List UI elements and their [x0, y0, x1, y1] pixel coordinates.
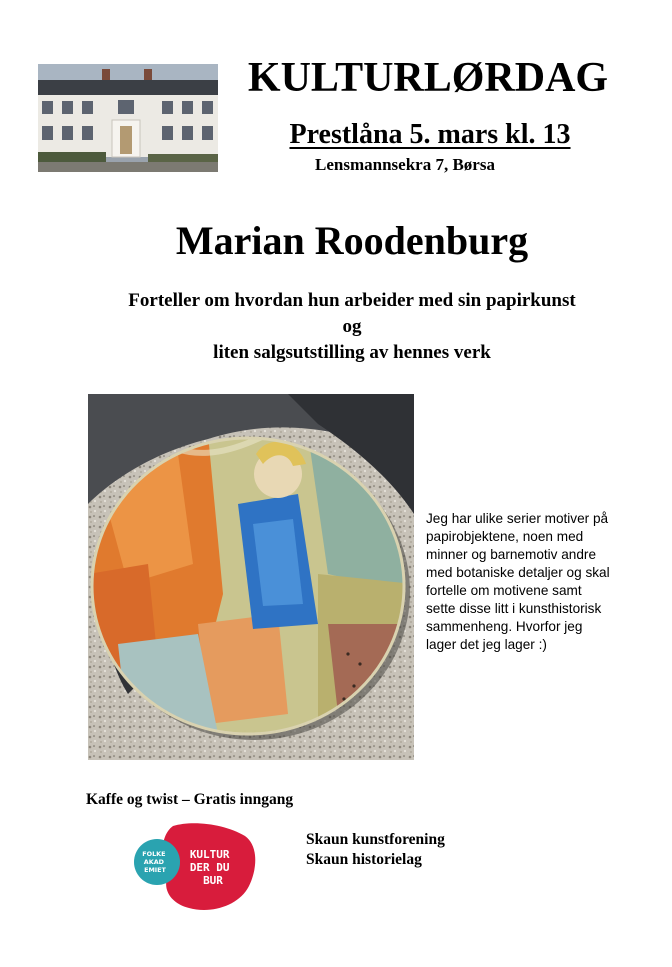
- artist-name: Marian Roodenburg: [175, 218, 529, 263]
- logo-kultur-line: BUR: [203, 874, 223, 887]
- artwork-photo: [88, 394, 414, 760]
- event-address: Lensmannsekra 7, Børsa: [315, 155, 495, 174]
- organizer-name: Skaun historielag: [306, 851, 422, 868]
- house-photo: [38, 64, 218, 172]
- description-line: sammenheng. Hvorfor jeg: [426, 619, 583, 634]
- event-place-date-time: Prestlåna 5. mars kl. 13: [289, 119, 571, 150]
- description-line: fortelle om motivene samt: [426, 583, 582, 598]
- logo-folk-line: AKAD: [143, 858, 164, 866]
- organizers: [306, 830, 445, 870]
- logo-kultur-line: DER DU: [189, 861, 230, 874]
- svg-text:FOLKE AKAD EMIET: [142, 850, 167, 874]
- logo-folk-line: FOLKE: [142, 850, 166, 858]
- subtitle-line-1: Forteller om hvordan hun arbeider med sin papirkunst: [128, 290, 576, 311]
- logo-folk-line: EMIET: [144, 866, 166, 874]
- description-line: med botaniske detaljer og skal: [426, 565, 610, 580]
- subtitle-line-3: liten salgsutstilling av hennes verk: [213, 342, 491, 363]
- description-line: sette disse litt i kunsthistorisk: [426, 601, 602, 616]
- description-line: lager det jeg lager :): [426, 637, 547, 652]
- description-line: Jeg har ulike serier motiver på: [426, 511, 609, 526]
- logo-kultur-line: KULTUR: [189, 848, 230, 861]
- folkeakademiet-kultur-logo: [133, 822, 257, 912]
- description-line: papirobjektene, noen med: [426, 529, 584, 544]
- artist-description: [426, 510, 658, 654]
- coffee-free-entry-note: Kaffe og twist – Gratis inngang: [86, 791, 294, 808]
- event-title: KULTURLØRDAG: [247, 55, 609, 101]
- description-line: minner og barnemotiv andre: [426, 547, 597, 562]
- subtitle-line-2: og: [342, 316, 362, 337]
- organizer-name: Skaun kunstforening: [306, 831, 445, 848]
